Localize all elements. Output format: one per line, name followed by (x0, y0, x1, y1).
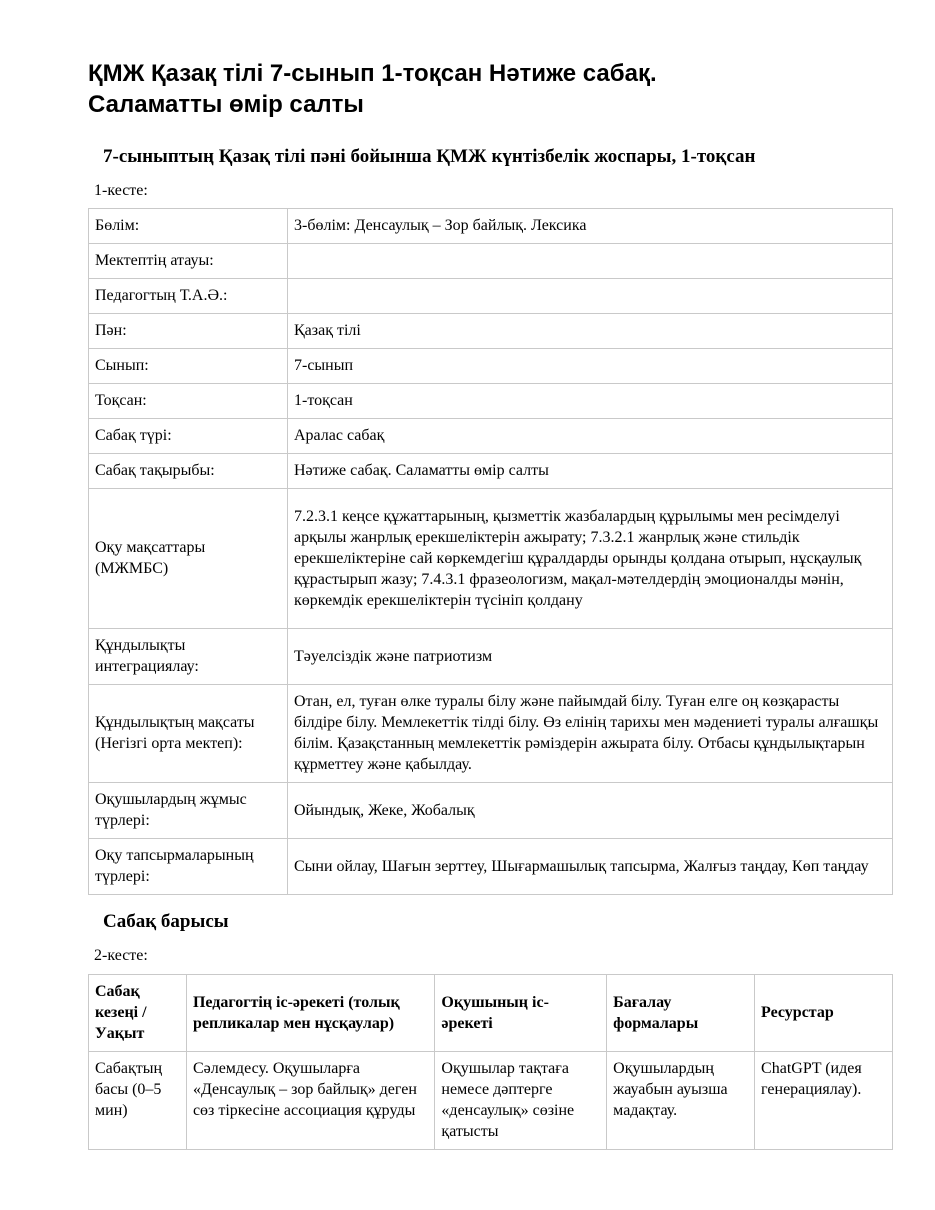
lesson-progress-heading: Сабақ барысы (103, 911, 229, 932)
info-row (89, 839, 893, 895)
info-row (89, 685, 893, 783)
info-value: Нәтиже сабақ. Саламатты өмір салты (288, 454, 893, 489)
info-label: Оқушылардың жұмыс түрлері: (89, 783, 288, 839)
info-value: Отан, ел, туған өлке туралы білу және пайымдай білу. Туған елге оң көзқарасты білдіре білу. Мемлекеттік тілді білу. Өз елінің тарихы мен мәдениеті туралы алғашқы білім. Қазақстанның мемлекеттік рәміздерін ажырата білу. Отбасы құндылықтарын құрметтеу және қабылдау. (288, 685, 893, 783)
info-row (89, 279, 893, 314)
info-label: Тоқсан: (89, 384, 288, 419)
info-label: Сынып: (89, 349, 288, 384)
info-label: Бөлім: (89, 209, 288, 244)
info-row (89, 489, 893, 629)
lesson-info-table (88, 208, 893, 895)
table-cell: ChatGPT (идея генерациялау). (755, 1052, 893, 1150)
info-row (89, 783, 893, 839)
info-row (89, 244, 893, 279)
title-line-2: Саламатты өмір салты (88, 91, 364, 118)
plan-subtitle: 7-сыныптың Қазақ тілі пәні бойынша ҚМЖ күнтізбелік жоспары, 1-тоқсан (103, 146, 756, 167)
info-label: Оқу тапсырмаларының түрлері: (89, 839, 288, 895)
column-header: Бағалау формалары (607, 975, 755, 1052)
info-label: Оқу мақсаттары (МЖМБС) (89, 489, 288, 629)
info-value: Тәуелсіздік және патриотизм (288, 629, 893, 685)
info-value (288, 279, 893, 314)
table-row (89, 1052, 893, 1150)
info-value: Ойындық, Жеке, Жобалық (288, 783, 893, 839)
table1-caption: 1-кесте: (94, 182, 148, 199)
column-header: Ресурстар (755, 975, 893, 1052)
info-value: Аралас сабақ (288, 419, 893, 454)
info-value: 7-сынып (288, 349, 893, 384)
info-row (89, 314, 893, 349)
column-header: Оқушының іс-әрекеті (435, 975, 607, 1052)
info-label: Пән: (89, 314, 288, 349)
table-cell: Оқушылардың жауабын ауызша мадақтау. (607, 1052, 755, 1150)
info-label: Сабақ тақырыбы: (89, 454, 288, 489)
lesson-progress-table (88, 974, 893, 1150)
info-row (89, 419, 893, 454)
table-cell: Оқушылар тақтаға немесе дәптерге «денсаулық» сөзіне қатысты (435, 1052, 607, 1150)
info-label: Сабақ түрі: (89, 419, 288, 454)
table-cell: Сабақтың басы (0–5 мин) (89, 1052, 187, 1150)
info-value: Қазақ тілі (288, 314, 893, 349)
info-row (89, 209, 893, 244)
table2-caption: 2-кесте: (94, 947, 148, 964)
info-value: 1-тоқсан (288, 384, 893, 419)
info-label: Құндылықтың мақсаты (Негізгі орта мектеп): (89, 685, 288, 783)
info-value: 7.2.3.1 кеңсе құжаттарының, қызметтік жазбалардың құрылымы мен ресімделуі арқылы жанрлық ерекшеліктерін ажырату; 7.3.2.1 жанрлық және стильдік ерекшеліктеріне сай көркемдегіш құралдарды орынды қолдана отырып, нұсқаулық құрастырып жазу; 7.4.3.1 фразеологизм, мақал-мәтелдердің эмоционалды мәнін, көркемдік ерекшеліктерін түсініп қолдану (288, 489, 893, 629)
document-title (88, 58, 893, 120)
info-row (89, 629, 893, 685)
column-header: Педагогтің іс-әрекеті (толық репликалар мен нұсқаулар) (186, 975, 434, 1052)
column-header: Сабақ кезеңі / Уақыт (89, 975, 187, 1052)
table-cell: Сәлемдесу. Оқушыларға «Денсаулық – зор байлық» деген сөз тіркесіне ассоциация құруды (186, 1052, 434, 1150)
info-value: Сыни ойлау, Шағын зерттеу, Шығармашылық тапсырма, Жалғыз таңдау, Көп таңдау (288, 839, 893, 895)
info-value: 3-бөлім: Денсаулық – Зор байлық. Лексика (288, 209, 893, 244)
title-line-1: ҚМЖ Қазақ тілі 7-сынып 1-тоқсан Нәтиже сабақ. (88, 60, 657, 87)
info-value (288, 244, 893, 279)
info-label: Мектептің атауы: (89, 244, 288, 279)
info-label: Құндылықты интеграциялау: (89, 629, 288, 685)
document-page (88, 58, 893, 1150)
info-row (89, 349, 893, 384)
info-row (89, 454, 893, 489)
info-label: Педагогтың Т.А.Ә.: (89, 279, 288, 314)
info-row (89, 384, 893, 419)
